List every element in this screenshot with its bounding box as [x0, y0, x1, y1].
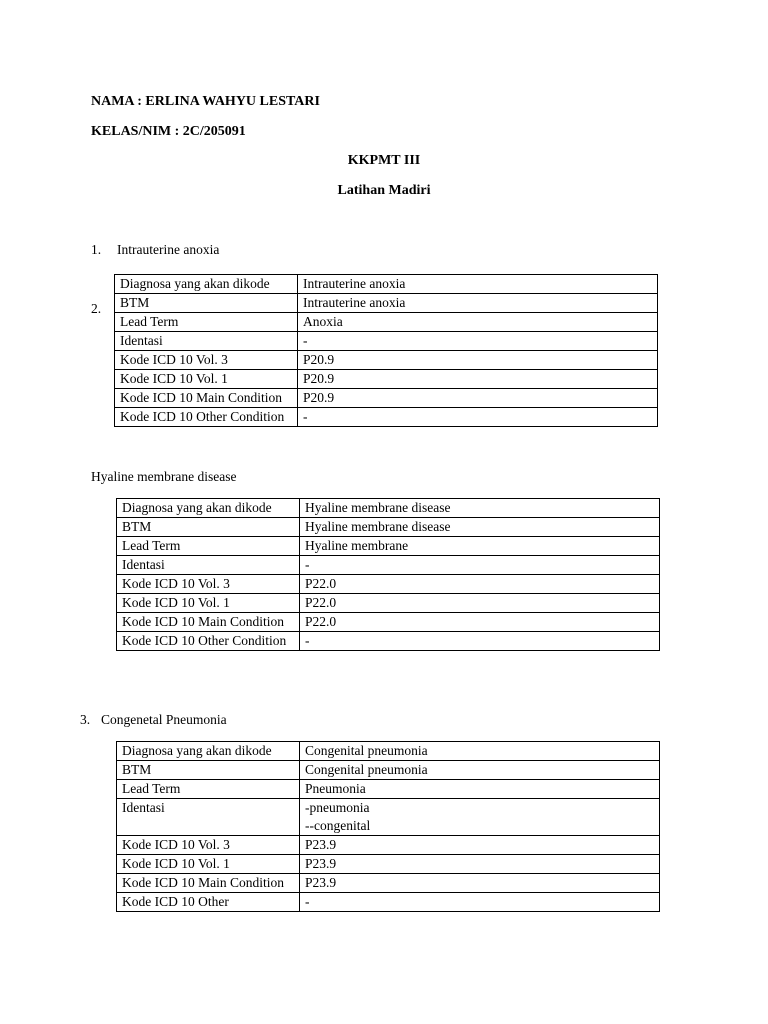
section2-side-number: 2.: [91, 301, 102, 316]
table-row: [115, 351, 658, 370]
table-row: [117, 613, 660, 632]
row-value: -: [300, 893, 660, 912]
row-label: Identasi: [117, 556, 300, 575]
section3-table: [116, 741, 660, 912]
row-label: Lead Term: [117, 780, 300, 799]
row-label: Identasi: [117, 799, 300, 836]
row-value: Hyaline membrane disease: [300, 518, 660, 537]
table-row: [117, 780, 660, 799]
row-value: -: [300, 556, 660, 575]
table-row: [117, 761, 660, 780]
row-label: BTM: [115, 294, 298, 313]
row-value: [300, 799, 660, 836]
document-title: KKPMT III: [347, 153, 421, 168]
row-value: P23.9: [300, 855, 660, 874]
table-row: [115, 275, 658, 294]
row-value: P22.0: [300, 594, 660, 613]
table-row: [117, 836, 660, 855]
row-value: P22.0: [300, 575, 660, 594]
row-value: P23.9: [300, 874, 660, 893]
section3-title: Congenetal Pneumonia: [101, 712, 227, 727]
row-label: Kode ICD 10 Vol. 3: [117, 575, 300, 594]
row-label: Diagnosa yang akan dikode: [117, 742, 300, 761]
row-value: Pneumonia: [300, 780, 660, 799]
row-label: Lead Term: [117, 537, 300, 556]
row-value: Intrauterine anoxia: [298, 294, 658, 313]
row-label: Kode ICD 10 Vol. 3: [115, 351, 298, 370]
table-row: [117, 518, 660, 537]
table-row: [117, 855, 660, 874]
row-label: Identasi: [115, 332, 298, 351]
row-label: Kode ICD 10 Main Condition: [117, 874, 300, 893]
table-row: [115, 389, 658, 408]
row-label: Kode ICD 10 Vol. 1: [115, 370, 298, 389]
table-row: [115, 313, 658, 332]
section2-table: [116, 498, 660, 651]
row-label: Kode ICD 10 Main Condition: [115, 389, 298, 408]
table-row: [115, 408, 658, 427]
row-value: P23.9: [300, 836, 660, 855]
row-label: Kode ICD 10 Vol. 1: [117, 855, 300, 874]
row-label: Kode ICD 10 Main Condition: [117, 613, 300, 632]
row-value: Hyaline membrane: [300, 537, 660, 556]
table-row: [117, 632, 660, 651]
table-row: [117, 742, 660, 761]
row-label: Diagnosa yang akan dikode: [117, 499, 300, 518]
row-label: Diagnosa yang akan dikode: [115, 275, 298, 294]
student-name: NAMA : ERLINA WAHYU LESTARI: [91, 94, 320, 109]
row-value: Intrauterine anoxia: [298, 275, 658, 294]
section1-number: 1.: [91, 242, 102, 257]
row-label: BTM: [117, 518, 300, 537]
row-value: -: [298, 408, 658, 427]
row-value: P20.9: [298, 389, 658, 408]
table-row: [115, 332, 658, 351]
table-row: [117, 799, 660, 836]
identasi-line-2: --congenital: [305, 818, 371, 833]
row-value: Hyaline membrane disease: [300, 499, 660, 518]
identasi-line-1: -pneumonia: [305, 800, 370, 815]
section1-table: [114, 274, 658, 427]
row-label: Kode ICD 10 Other: [117, 893, 300, 912]
row-value: -: [298, 332, 658, 351]
row-label: Kode ICD 10 Other Condition: [117, 632, 300, 651]
table-row: [117, 874, 660, 893]
row-label: Kode ICD 10 Vol. 1: [117, 594, 300, 613]
table-row: [117, 499, 660, 518]
row-label: Lead Term: [115, 313, 298, 332]
row-value: Congenital pneumonia: [300, 742, 660, 761]
row-value: P20.9: [298, 370, 658, 389]
table-row: [117, 575, 660, 594]
row-value: -: [300, 632, 660, 651]
section2-title: Hyaline membrane disease: [91, 469, 237, 484]
table-row: [117, 537, 660, 556]
row-label: BTM: [117, 761, 300, 780]
table-row: [117, 556, 660, 575]
table-row: [117, 594, 660, 613]
row-value: Congenital pneumonia: [300, 761, 660, 780]
table-row: [117, 893, 660, 912]
row-value: Anoxia: [298, 313, 658, 332]
table-row: [115, 294, 658, 313]
row-value: P20.9: [298, 351, 658, 370]
student-class: KELAS/NIM : 2C/205091: [91, 124, 246, 139]
document-subtitle: Latihan Madiri: [337, 183, 431, 198]
table-row: [115, 370, 658, 389]
section3-number: 3.: [80, 712, 91, 727]
row-label: Kode ICD 10 Vol. 3: [117, 836, 300, 855]
section1-title: Intrauterine anoxia: [117, 242, 220, 257]
row-label: Kode ICD 10 Other Condition: [115, 408, 298, 427]
row-value: P22.0: [300, 613, 660, 632]
